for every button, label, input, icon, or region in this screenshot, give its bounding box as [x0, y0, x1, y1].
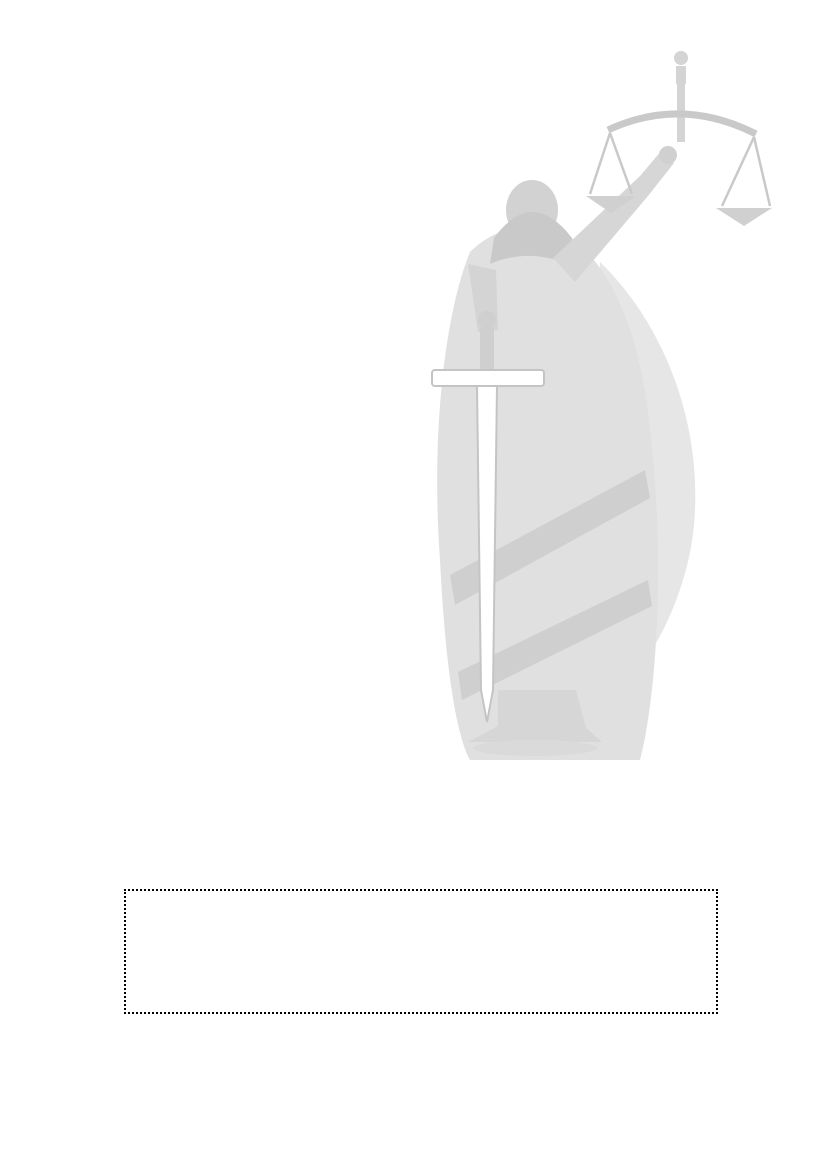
vocabulary-notes-box [124, 889, 718, 1014]
plot-paragraph [113, 277, 710, 293]
